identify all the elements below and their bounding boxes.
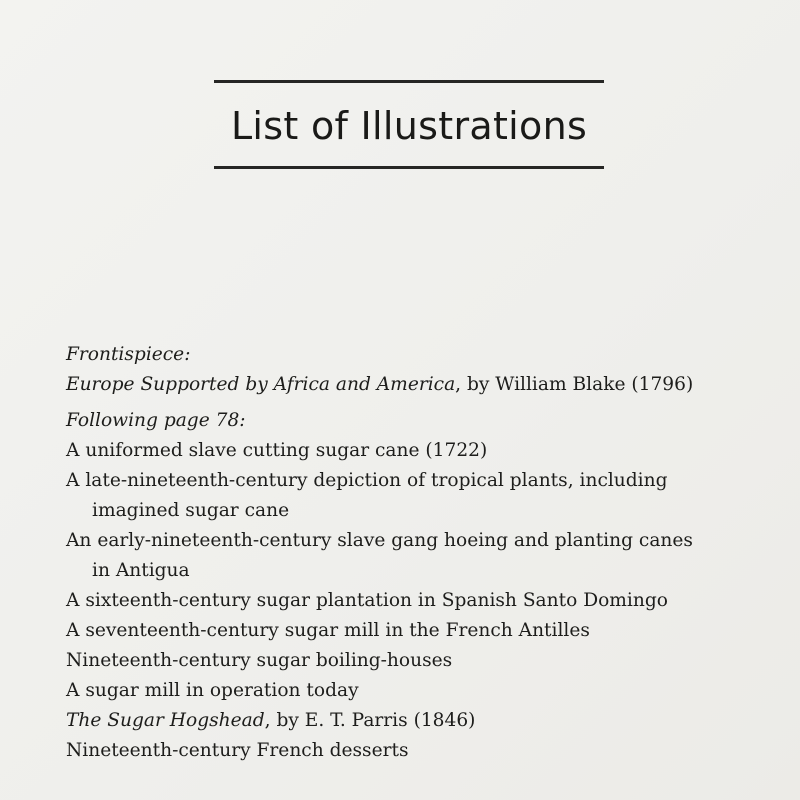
page-title: List of Illustrations bbox=[230, 104, 588, 148]
list-item-line: Nineteenth-century sugar boiling-houses bbox=[66, 650, 453, 671]
list-item-continuation: imagined sugar cane bbox=[92, 500, 290, 521]
illustration-list bbox=[66, 340, 781, 766]
following-page-label: Following page 78: bbox=[66, 410, 246, 431]
list-item bbox=[66, 706, 781, 736]
frontispiece-entry bbox=[66, 370, 781, 400]
list-item-line: A seventeenth-century sugar mill in the French Antilles bbox=[66, 620, 590, 641]
work-title: The Sugar Hogshead bbox=[66, 710, 265, 731]
list-item bbox=[66, 466, 781, 526]
list-item-line: A sixteenth-century sugar plantation in Spanish Santo Domingo bbox=[66, 590, 668, 611]
list-item-continuation: in Antigua bbox=[92, 560, 190, 581]
work-attribution: , by E. T. Parris (1846) bbox=[264, 710, 476, 731]
list-item-line: A sugar mill in operation today bbox=[66, 680, 359, 701]
list-item-line: Nineteenth-century French desserts bbox=[66, 740, 409, 761]
frontispiece-attribution: , by William Blake (1796) bbox=[455, 374, 694, 395]
list-item-line: A uniformed slave cutting sugar cane (1722) bbox=[66, 440, 488, 461]
list-item-line bbox=[66, 706, 781, 736]
frontispiece-label: Frontispiece: bbox=[66, 344, 191, 365]
title-top-rule bbox=[214, 80, 604, 83]
list-item bbox=[66, 676, 781, 706]
list-item bbox=[66, 616, 781, 646]
frontispiece-work-title: Europe Supported by Africa and America bbox=[66, 374, 456, 395]
list-item bbox=[66, 736, 781, 766]
list-item bbox=[66, 436, 781, 466]
list-item bbox=[66, 586, 781, 616]
title-bottom-rule bbox=[214, 166, 604, 169]
list-item bbox=[66, 646, 781, 676]
list-item bbox=[66, 526, 781, 586]
list-item-line: A late-nineteenth-century depiction of tropical plants, including bbox=[66, 470, 668, 491]
list-item-line: An early-nineteenth-century slave gang hoeing and planting canes bbox=[66, 530, 693, 551]
